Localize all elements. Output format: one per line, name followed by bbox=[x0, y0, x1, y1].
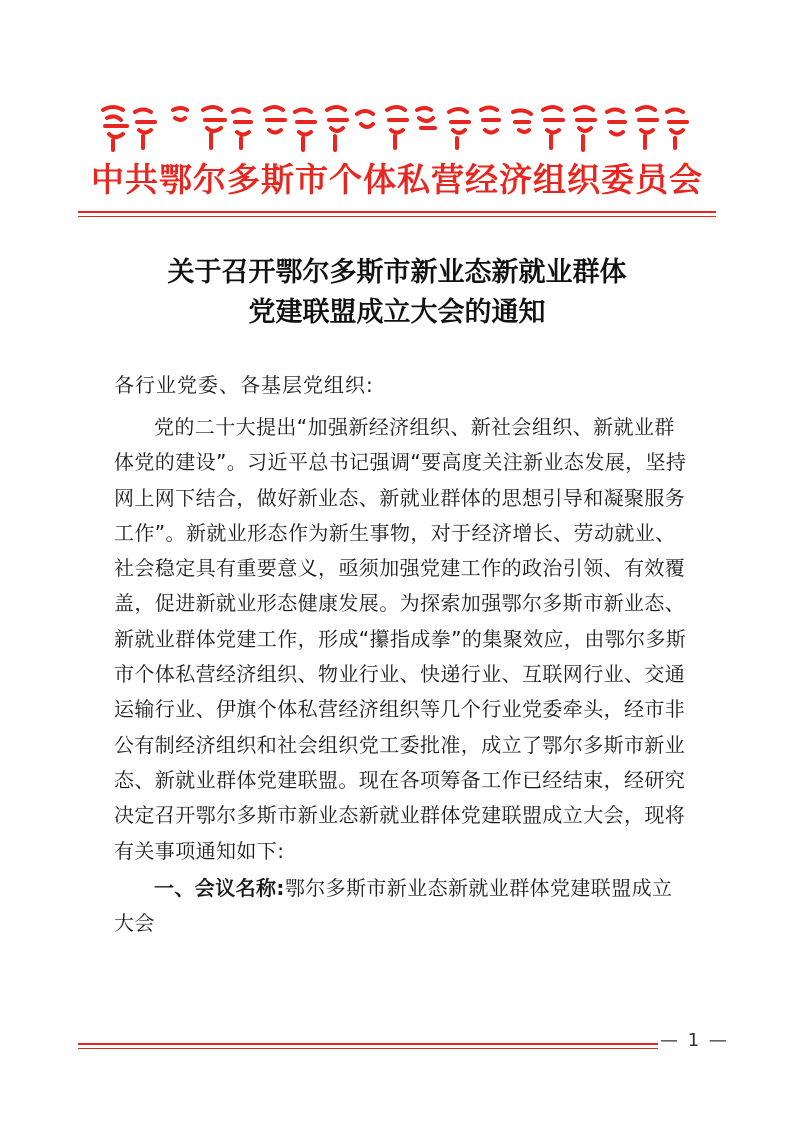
paragraph-line: 公有制经济组织和社会组织党工委批准，成立了鄂尔多斯市新业 bbox=[114, 732, 686, 757]
paragraph-line: 态、新就业群体党建联盟。现在各项筹备工作已经结束，经研究 bbox=[114, 767, 686, 792]
paragraph-line: 盖，促进新就业形态健康发展。为探索加强鄂尔多斯市新业态、 bbox=[114, 591, 686, 616]
document-title-line-1: 关于召开鄂尔多斯市新业态新就业群体 bbox=[167, 257, 627, 288]
document-body bbox=[114, 368, 710, 941]
section-1-line-2: 大会 bbox=[114, 911, 155, 936]
paragraph-line: 市个体私营经济组织、物业行业、快递行业、互联网行业、交通 bbox=[114, 662, 686, 687]
paragraph-line: 工作”。新就业形态作为新生事物，对于经济增长、劳动就业、 bbox=[114, 520, 676, 545]
paragraph-line: 决定召开鄂尔多斯市新业态新就业群体党建联盟成立大会，现将 bbox=[114, 803, 686, 828]
org-name-heading: 中共鄂尔多斯市个体私营经济组织委员会 bbox=[91, 160, 703, 199]
header-red-rule bbox=[78, 211, 716, 213]
section-1-line bbox=[114, 871, 710, 906]
document-title-line-2: 党建联盟成立大会的通知 bbox=[248, 297, 546, 328]
paragraph-line: 网上网下结合，做好新业态、新就业群体的思想引导和凝聚服务 bbox=[114, 485, 686, 510]
paragraph-line: 有关事项通知如下: bbox=[114, 838, 285, 863]
footer-red-rule bbox=[78, 1043, 658, 1045]
mongolian-org-name-logo bbox=[95, 100, 699, 156]
page-number: — 1 — bbox=[660, 1030, 729, 1051]
paragraph-line: 体党的建设”。习近平总书记强调“要高度关注新业态发展，坚持 bbox=[114, 450, 687, 475]
section-1-heading: 一、会议名称: bbox=[154, 875, 285, 900]
header-red-rule-thin bbox=[78, 216, 716, 217]
paragraph-line: 运输行业、伊旗个体私营经济组织等几个行业党委牵头，经市非 bbox=[114, 697, 686, 722]
footer-red-rule-thin bbox=[78, 1048, 658, 1049]
paragraph-line: 党的二十大提出“加强新经济组织、新社会组织、新就业群 bbox=[154, 415, 675, 439]
document-title bbox=[0, 253, 794, 333]
paragraph-line: 新就业群体党建工作，形成“攥指成拳”的集聚效应，由鄂尔多斯 bbox=[114, 626, 687, 651]
section-1-text: 鄂尔多斯市新业态新就业群体党建联盟成立 bbox=[284, 875, 673, 900]
salutation: 各行业党委、各基层党组织: bbox=[114, 373, 374, 397]
paragraph-line: 社会稳定具有重要意义，亟须加强党建工作的政治引领、有效覆 bbox=[114, 556, 686, 581]
